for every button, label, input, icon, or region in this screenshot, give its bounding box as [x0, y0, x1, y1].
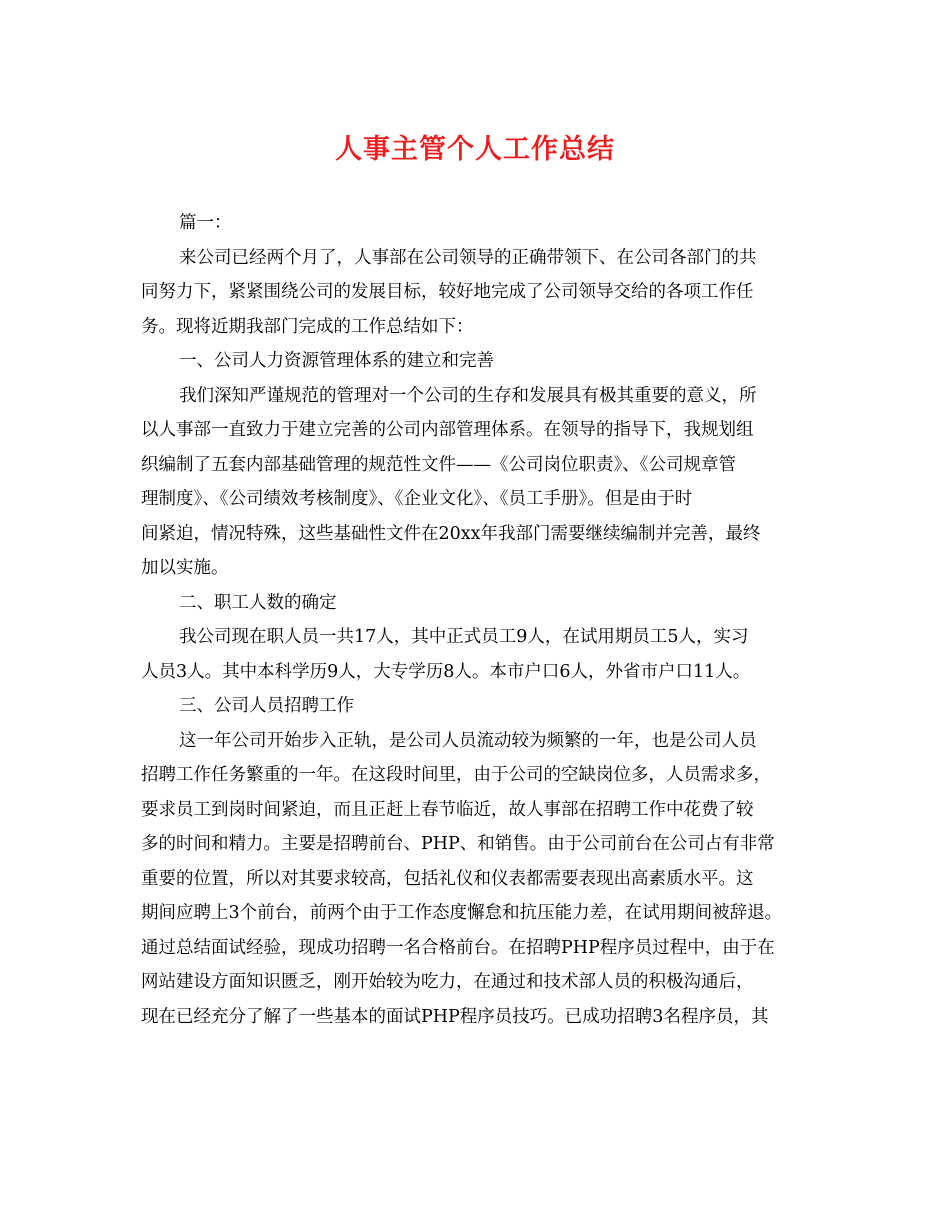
- text-line: 多的时间和精力。主要是招聘前台、PHP、和销售。由于公司前台在公司占有非常: [141, 834, 775, 854]
- text-line: 这一年公司开始步入正轨，是公司人员流动较为频繁的一年，也是公司人员: [179, 730, 757, 751]
- text-line: 务。现将近期我部门完成的工作总结如下：: [141, 316, 474, 337]
- text-line: 三、公司人员招聘工作: [179, 696, 354, 716]
- document-body: [141, 206, 831, 1034]
- text-line: 重要的位置，所以对其要求较高，包括礼仪和仪表都需要表现出高素质水平。这: [141, 868, 754, 889]
- text-line: 间紧迫，情况特殊，这些基础性文件在20xx年我部门需要继续编制并完善，最终: [141, 523, 761, 544]
- text-line: 理制度》、《公司绩效考核制度》、《企业文化》、《员工手册》。但是由于时: [141, 489, 693, 509]
- text-line: 一、公司人力资源管理体系的建立和完善: [179, 351, 494, 371]
- text-line: 现在已经充分了解了一些基本的面试PHP程序员技巧。已成功招聘3名程序员，其: [141, 1006, 769, 1027]
- text-line: 通过总结面试经验，现成功招聘一名合格前台。在招聘PHP程序员过程中，由于在: [141, 937, 775, 958]
- text-line: 要求员工到岗时间紧迫，而且正赶上春节临近，故人事部在招聘工作中花费了较: [141, 799, 754, 820]
- text-line: 来公司已经两个月了，人事部在公司领导的正确带领下、在公司各部门的共: [179, 247, 757, 268]
- text-line: 网站建设方面知识匮乏，刚开始较为吃力，在通过和技术部人员的积极沟通后，: [141, 972, 754, 992]
- text-line: 以人事部一直致力于建立完善的公司内部管理体系。在领导的指导下，我规划组: [141, 420, 754, 440]
- text-line: 人员3人。其中本科学历9人，大专学历8人。本市户口6人，外省市户口11人。: [141, 661, 751, 682]
- text-line: 期间应聘上3个前台，前两个由于工作态度懈怠和抗压能力差，在试用期间被辞退。: [141, 903, 783, 923]
- text-line: 我公司现在职人员一共17人，其中正式员工9人，在试用期员工5人，实习: [179, 627, 749, 647]
- text-line: 篇一：: [179, 213, 232, 233]
- text-line: 二、职工人数的确定: [179, 592, 337, 613]
- text-line: 织编制了五套内部基础管理的规范性文件——《公司岗位职责》、《公司规章管: [141, 454, 736, 475]
- text-line: 招聘工作任务繁重的一年。在这段时间里，由于公司的空缺岗位多，人员需求多，: [141, 765, 771, 785]
- text-line: 同努力下，紧紧围绕公司的发展目标，较好地完成了公司领导交给的各项工作任: [141, 282, 754, 302]
- text-line: 我们深知严谨规范的管理对一个公司的生存和发展具有极其重要的意义，所: [179, 385, 757, 406]
- document-title: 人事主管个人工作总结: [335, 134, 615, 165]
- text-line: 加以实施。: [141, 558, 229, 578]
